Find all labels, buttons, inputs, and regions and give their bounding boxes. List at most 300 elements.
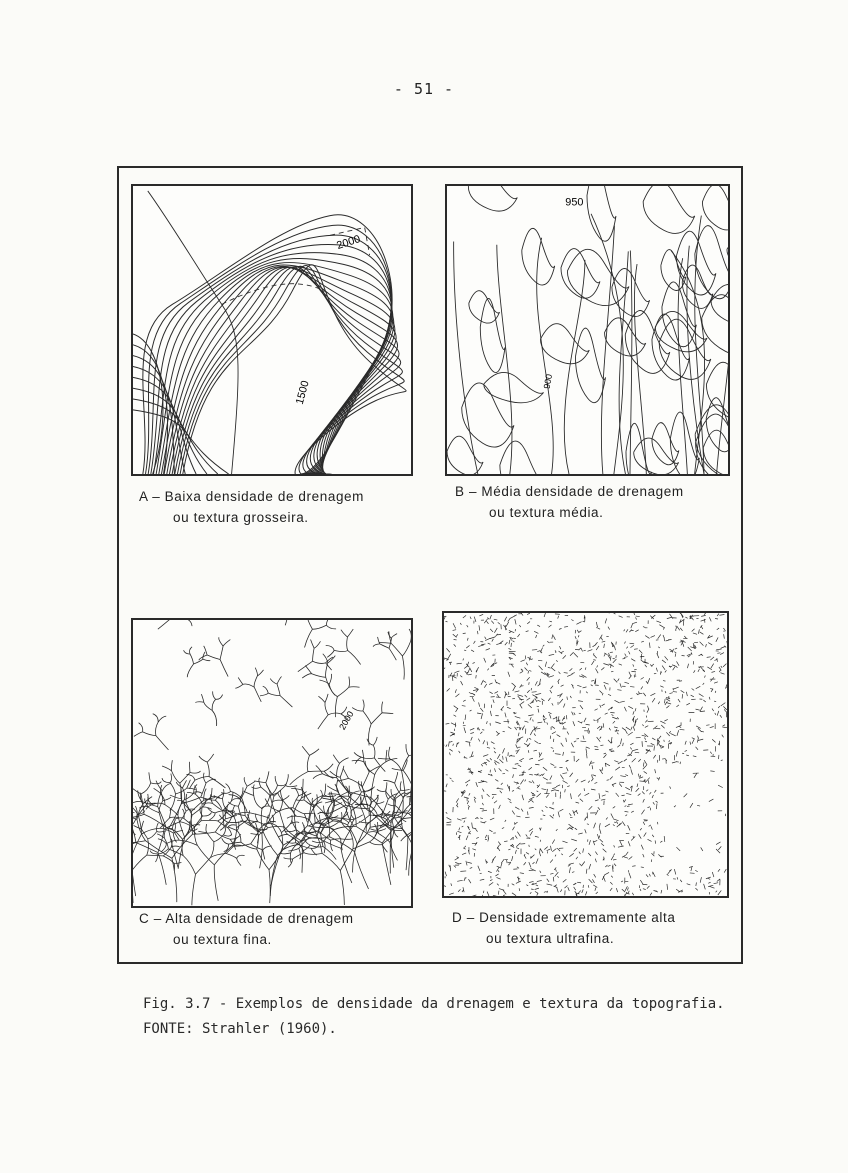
drainage-channel [196, 857, 211, 874]
drainage-channel [243, 684, 254, 687]
drainage-channel [401, 789, 410, 790]
drainage-channel [409, 797, 410, 805]
drainage-channel [382, 713, 393, 714]
drainage-channel [307, 755, 309, 771]
contour-line [172, 267, 399, 474]
drainage-channel [406, 837, 408, 870]
drainage-channel [409, 752, 411, 756]
drainage-channel [305, 665, 311, 673]
drainage-channel [326, 620, 330, 625]
contour-lobe [702, 295, 728, 355]
contour-lobe [643, 186, 695, 233]
drainage-channel [389, 747, 390, 759]
drainage-channel [343, 768, 349, 778]
drainage-channel [222, 838, 229, 844]
drainage-channel [182, 780, 186, 788]
drainage-channel [354, 752, 362, 757]
drainage-channel [286, 774, 289, 785]
drainage-channel [325, 702, 328, 714]
drainage-channel [185, 821, 201, 838]
drainage-channel [377, 789, 386, 791]
drainage-channel [293, 796, 298, 808]
drainage-channel [329, 674, 331, 684]
drainage-channel [305, 629, 313, 647]
drainage-channel [147, 839, 149, 855]
drainage-channel [309, 749, 319, 756]
drainage-channel [348, 825, 358, 844]
drainage-channel [409, 847, 411, 876]
contour-lobe [500, 441, 547, 474]
drainage-channel [371, 775, 375, 798]
contour-line [169, 267, 397, 474]
drainage-channel [406, 744, 409, 756]
drainage-channel [318, 696, 325, 702]
drainage-channel [195, 702, 203, 703]
drainage-channel [138, 815, 141, 834]
drainage-channel [277, 677, 282, 684]
drainage-channel [154, 788, 161, 793]
drainage-channel [379, 643, 391, 644]
drainage-channel [302, 841, 303, 872]
drainage-channel [255, 668, 257, 676]
drainage-channel [375, 762, 386, 775]
drainage-channel [380, 644, 389, 648]
drainage-channel [260, 834, 263, 869]
contour-lobe [561, 249, 600, 299]
drainage-channel [201, 820, 218, 821]
drainage-channel [269, 870, 270, 903]
panel-a-low-density-map [131, 184, 413, 476]
drainage-channel [189, 829, 197, 831]
drainage-channel [153, 714, 159, 722]
drainage-channel [373, 737, 377, 745]
drainage-channel [223, 640, 230, 647]
drainage-channel [333, 755, 339, 764]
drainage-channel [158, 853, 166, 885]
drainage-channel [199, 756, 207, 762]
drainage-channel [312, 625, 326, 629]
stream-line [671, 251, 704, 474]
drainage-channel [247, 812, 268, 818]
drainage-channel [298, 661, 313, 671]
contour-line [133, 410, 229, 474]
drainage-channel [369, 797, 371, 806]
drainage-channel [311, 640, 315, 649]
panel-d-ultrafine-density-map [442, 611, 729, 898]
drainage-channel [259, 828, 268, 835]
drainage-channel [214, 846, 232, 865]
drainage-channel [270, 679, 277, 684]
drainage-channel [259, 778, 261, 787]
contour-lobe [695, 226, 728, 299]
drainage-channel [173, 862, 181, 863]
drainage-channel [288, 848, 298, 851]
page-number: - 51 - [393, 80, 455, 98]
drainage-channel [302, 674, 312, 678]
stream-line [454, 242, 478, 474]
drainage-channel [316, 805, 326, 816]
drainage-channel [389, 648, 396, 660]
drainage-channel [244, 791, 254, 795]
contour-label-900: 900 [541, 373, 555, 390]
panel-c-high-density-map [131, 618, 413, 908]
drainage-channel [204, 702, 212, 710]
drainage-channel [394, 830, 398, 837]
drainage-channel [184, 802, 186, 811]
drainage-channel [235, 684, 242, 688]
drainage-channel [282, 795, 289, 800]
drainage-channel [163, 856, 173, 862]
drainage-channel [228, 828, 232, 836]
contour-lobe [447, 436, 483, 474]
drainage-channel [170, 783, 176, 794]
drainage-channel [331, 840, 333, 851]
drainage-channel [214, 865, 218, 901]
drainage-channel [303, 791, 305, 799]
contour-label-2000: 2000 [335, 233, 362, 252]
drainage-channel [325, 694, 328, 703]
drainage-channel [180, 772, 190, 783]
drainage-channel [203, 659, 210, 661]
drainage-channel [134, 732, 143, 737]
drainage-channel [244, 777, 247, 786]
caption-b-line2: ou textura média. [489, 505, 604, 520]
drainage-channel [280, 696, 292, 707]
drainage-channel [321, 790, 323, 798]
drainage-channel [307, 620, 312, 629]
drainage-channel [352, 760, 364, 762]
drainage-channel [328, 713, 341, 715]
drainage-channel [326, 677, 335, 695]
contour-lobe [540, 324, 589, 364]
drainage-channel [334, 650, 348, 651]
fine-drainage-texture [444, 613, 727, 896]
drainage-channel [192, 874, 196, 905]
drainage-channel [187, 780, 191, 788]
drainage-channel [402, 656, 404, 680]
drainage-channel [383, 780, 394, 783]
stream-line [678, 258, 687, 474]
drainage-channel [390, 842, 398, 860]
drainage-channel [171, 760, 172, 771]
drainage-channel [365, 787, 375, 792]
drainage-channel [340, 849, 353, 871]
drainage-channel [318, 715, 328, 729]
drainage-channel [349, 677, 350, 688]
drainage-channel [363, 700, 364, 711]
drainage-channel [141, 821, 143, 829]
caption-panel-c [139, 908, 439, 950]
drainage-channel [352, 708, 363, 711]
drainage-channel [203, 652, 205, 659]
contour-map-b [447, 186, 728, 474]
stream-line [497, 245, 512, 474]
drainage-channel [254, 676, 257, 687]
drainage-channel [263, 850, 265, 859]
drainage-channel [341, 630, 348, 637]
drainage-channel [402, 641, 410, 656]
drainage-channel [162, 766, 171, 771]
caption-a-line2: ou textura grosseira. [173, 510, 309, 525]
figure-caption [143, 992, 783, 1042]
drainage-channel [257, 670, 263, 676]
drainage-channel [215, 800, 222, 808]
drainage-channel [340, 870, 344, 905]
drainage-channel [133, 785, 141, 794]
drainage-channel [133, 815, 137, 826]
drainage-channel [194, 659, 203, 664]
drainage-channel [221, 792, 230, 794]
drainage-channel [297, 816, 310, 820]
drainage-channel [212, 699, 216, 710]
drainage-channel [324, 806, 326, 814]
drainage-channel [312, 674, 326, 678]
drainage-channel [183, 856, 195, 875]
drainage-channel [402, 814, 403, 829]
drainage-channel [189, 762, 190, 773]
drainage-channel [371, 713, 382, 724]
drainage-channel [268, 826, 284, 827]
drainage-channel [262, 830, 277, 855]
drainage-channel [353, 842, 370, 849]
drainage-channel [237, 858, 241, 865]
drainage-channel [328, 656, 335, 663]
drainage-channel [165, 805, 178, 815]
drainage-channel [187, 664, 193, 677]
drainage-channel [201, 694, 203, 702]
drainage-channel [327, 786, 337, 792]
drainage-channel [291, 789, 302, 791]
drainage-channel [337, 687, 348, 696]
drainage-channel [326, 625, 336, 629]
drainage-channel [337, 763, 340, 777]
drainage-channel [195, 777, 209, 781]
drainage-channel [202, 807, 211, 809]
drainage-channel [322, 774, 336, 778]
drainage-channel [313, 661, 326, 663]
drainage-channel [166, 840, 179, 843]
drainage-channel [207, 754, 214, 762]
caption-b-line1: B – Média densidade de drenagem [455, 484, 684, 499]
drainage-channel [158, 620, 172, 629]
drainage-channel [174, 822, 175, 830]
stream-line [601, 226, 614, 474]
drainage-channel [400, 781, 401, 790]
drainage-channel [402, 756, 409, 771]
drainage-channel [382, 702, 383, 713]
drainage-channel [324, 764, 333, 771]
drainage-channel [263, 846, 272, 850]
contour-line [164, 266, 395, 474]
drainage-channel [238, 677, 243, 684]
drainage-channel [403, 770, 411, 784]
drainage-channel [367, 739, 373, 746]
drainage-channel [261, 787, 270, 796]
drainage-channel [286, 785, 298, 786]
drainage-channel [158, 716, 166, 722]
drainage-channel [330, 771, 340, 777]
drainage-channel [383, 799, 388, 813]
drainage-channel [157, 823, 159, 831]
drainage-channel [347, 629, 353, 637]
drainage-channel [280, 811, 285, 827]
drainage-channel [395, 772, 398, 783]
figure-frame [117, 166, 743, 964]
drainage-channel [281, 853, 291, 854]
drainage-channel [373, 745, 375, 758]
drainage-channel [326, 803, 332, 817]
caption-d-line2: ou textura ultrafina. [486, 931, 615, 946]
drainage-channel [313, 774, 322, 779]
drainage-channel [207, 832, 214, 841]
drainage-channel [316, 765, 323, 773]
contour-lobe [575, 328, 605, 403]
drainage-channel [226, 854, 237, 859]
drainage-channel [335, 697, 337, 718]
drainage-channel [326, 646, 334, 651]
drainage-channel [251, 834, 259, 835]
drainage-channel [272, 800, 283, 802]
contour-lobe [670, 412, 699, 474]
drainage-channel [337, 778, 348, 781]
drainage-channel [369, 842, 382, 845]
contour-lobe [706, 398, 728, 452]
drainage-channel [260, 693, 268, 696]
drainage-channel [143, 732, 156, 736]
drainage-channel [216, 695, 223, 700]
drainage-channel [254, 781, 265, 783]
drainage-channel [178, 837, 185, 868]
drainage-channel [156, 736, 169, 750]
drainage-channel [133, 812, 134, 813]
drainage-channel [211, 788, 212, 797]
drainage-channel [206, 824, 207, 832]
drainage-channel [290, 772, 308, 785]
drainage-channel [212, 803, 222, 810]
drainage-channel [370, 812, 371, 827]
drainage-channel [213, 691, 216, 699]
drainage-channel [340, 758, 349, 764]
drainage-channel [231, 799, 240, 802]
drainage-channel [238, 796, 241, 807]
drainage-map-d [444, 613, 727, 896]
drainage-channel [373, 644, 380, 647]
drainage-channel [302, 746, 309, 755]
drainage-map-c [133, 620, 411, 906]
drainage-channel [362, 772, 369, 787]
caption-c-line2: ou textura fina. [173, 932, 272, 947]
contour-label-1500: 1500 [293, 379, 312, 406]
drainage-channel [198, 831, 206, 832]
drainage-channel [359, 822, 368, 823]
drainage-channel [349, 687, 360, 688]
drainage-channel [363, 711, 371, 724]
drainage-channel [320, 812, 332, 813]
drainage-channel [133, 855, 147, 871]
contour-label-950: 950 [565, 196, 584, 209]
drainage-channel [203, 813, 212, 817]
drainage-channel [195, 816, 203, 827]
contour-line [175, 267, 401, 474]
drainage-channel [182, 839, 183, 855]
contour-label-2000-c: 2000 [337, 709, 356, 732]
drainage-channel [147, 855, 163, 856]
drainage-channel [220, 659, 228, 676]
drainage-channel [141, 783, 151, 794]
drainage-channel [207, 762, 209, 776]
drainage-channel [223, 834, 231, 836]
caption-c-line1: C – Alta densidade de drenagem [139, 911, 354, 926]
drainage-channel [376, 795, 378, 803]
drainage-channel [392, 768, 403, 770]
drainage-channel [139, 723, 143, 732]
drainage-channel [168, 804, 181, 829]
drainage-channel [148, 831, 157, 838]
drainage-channel [228, 802, 238, 806]
caption-panel-a [139, 486, 439, 528]
drainage-channel [133, 859, 136, 896]
drainage-channel [275, 776, 277, 785]
drainage-channel [210, 842, 213, 858]
contour-lobe [702, 186, 728, 230]
drainage-channel [378, 758, 390, 759]
drainage-channel [190, 771, 201, 773]
figure-caption-source: FONTE: Strahler (1960). [143, 1021, 337, 1037]
drainage-channel [208, 808, 216, 813]
drainage-channel [409, 629, 411, 641]
stream-line [564, 260, 585, 474]
drainage-channel [313, 648, 314, 661]
contour-lobe [706, 362, 728, 419]
contour-line [133, 399, 218, 474]
drainage-channel [155, 722, 158, 736]
drainage-channel [194, 792, 203, 794]
drainage-channel [347, 637, 348, 651]
drainage-channel [362, 750, 363, 762]
drainage-channel [151, 782, 162, 784]
drainage-channel [133, 826, 136, 843]
drainage-channel [304, 853, 322, 855]
drainage-channel [268, 693, 280, 696]
contour-lobe [727, 236, 728, 272]
drainage-channel [226, 804, 228, 812]
caption-d-line1: D – Densidade extremamente alta [452, 910, 676, 925]
drainage-channel [162, 778, 170, 783]
drainage-channel [369, 831, 377, 842]
contour-lobe [612, 269, 650, 317]
drainage-channel [189, 647, 192, 654]
drainage-channel [263, 686, 269, 693]
drainage-channel [354, 852, 368, 889]
drainage-channel [180, 811, 186, 822]
drainage-channel [253, 784, 254, 795]
drainage-channel [348, 778, 362, 786]
drainage-channel [144, 814, 168, 829]
drainage-channel [408, 821, 411, 837]
drainage-channel [226, 784, 231, 792]
drainage-channel [186, 620, 192, 626]
figure-caption-title: Fig. 3.7 - Exemplos de densidade da drenagem e textura da topografia. [143, 996, 725, 1012]
drainage-channel [212, 710, 217, 726]
drainage-channel [209, 777, 225, 788]
drainage-channel [207, 655, 220, 659]
drainage-channel [149, 772, 151, 782]
drainage-channel [161, 844, 166, 852]
drainage-channel [133, 834, 141, 859]
drainage-channel [348, 651, 361, 665]
drainage-channel [254, 687, 261, 702]
drainage-channel [391, 634, 397, 639]
